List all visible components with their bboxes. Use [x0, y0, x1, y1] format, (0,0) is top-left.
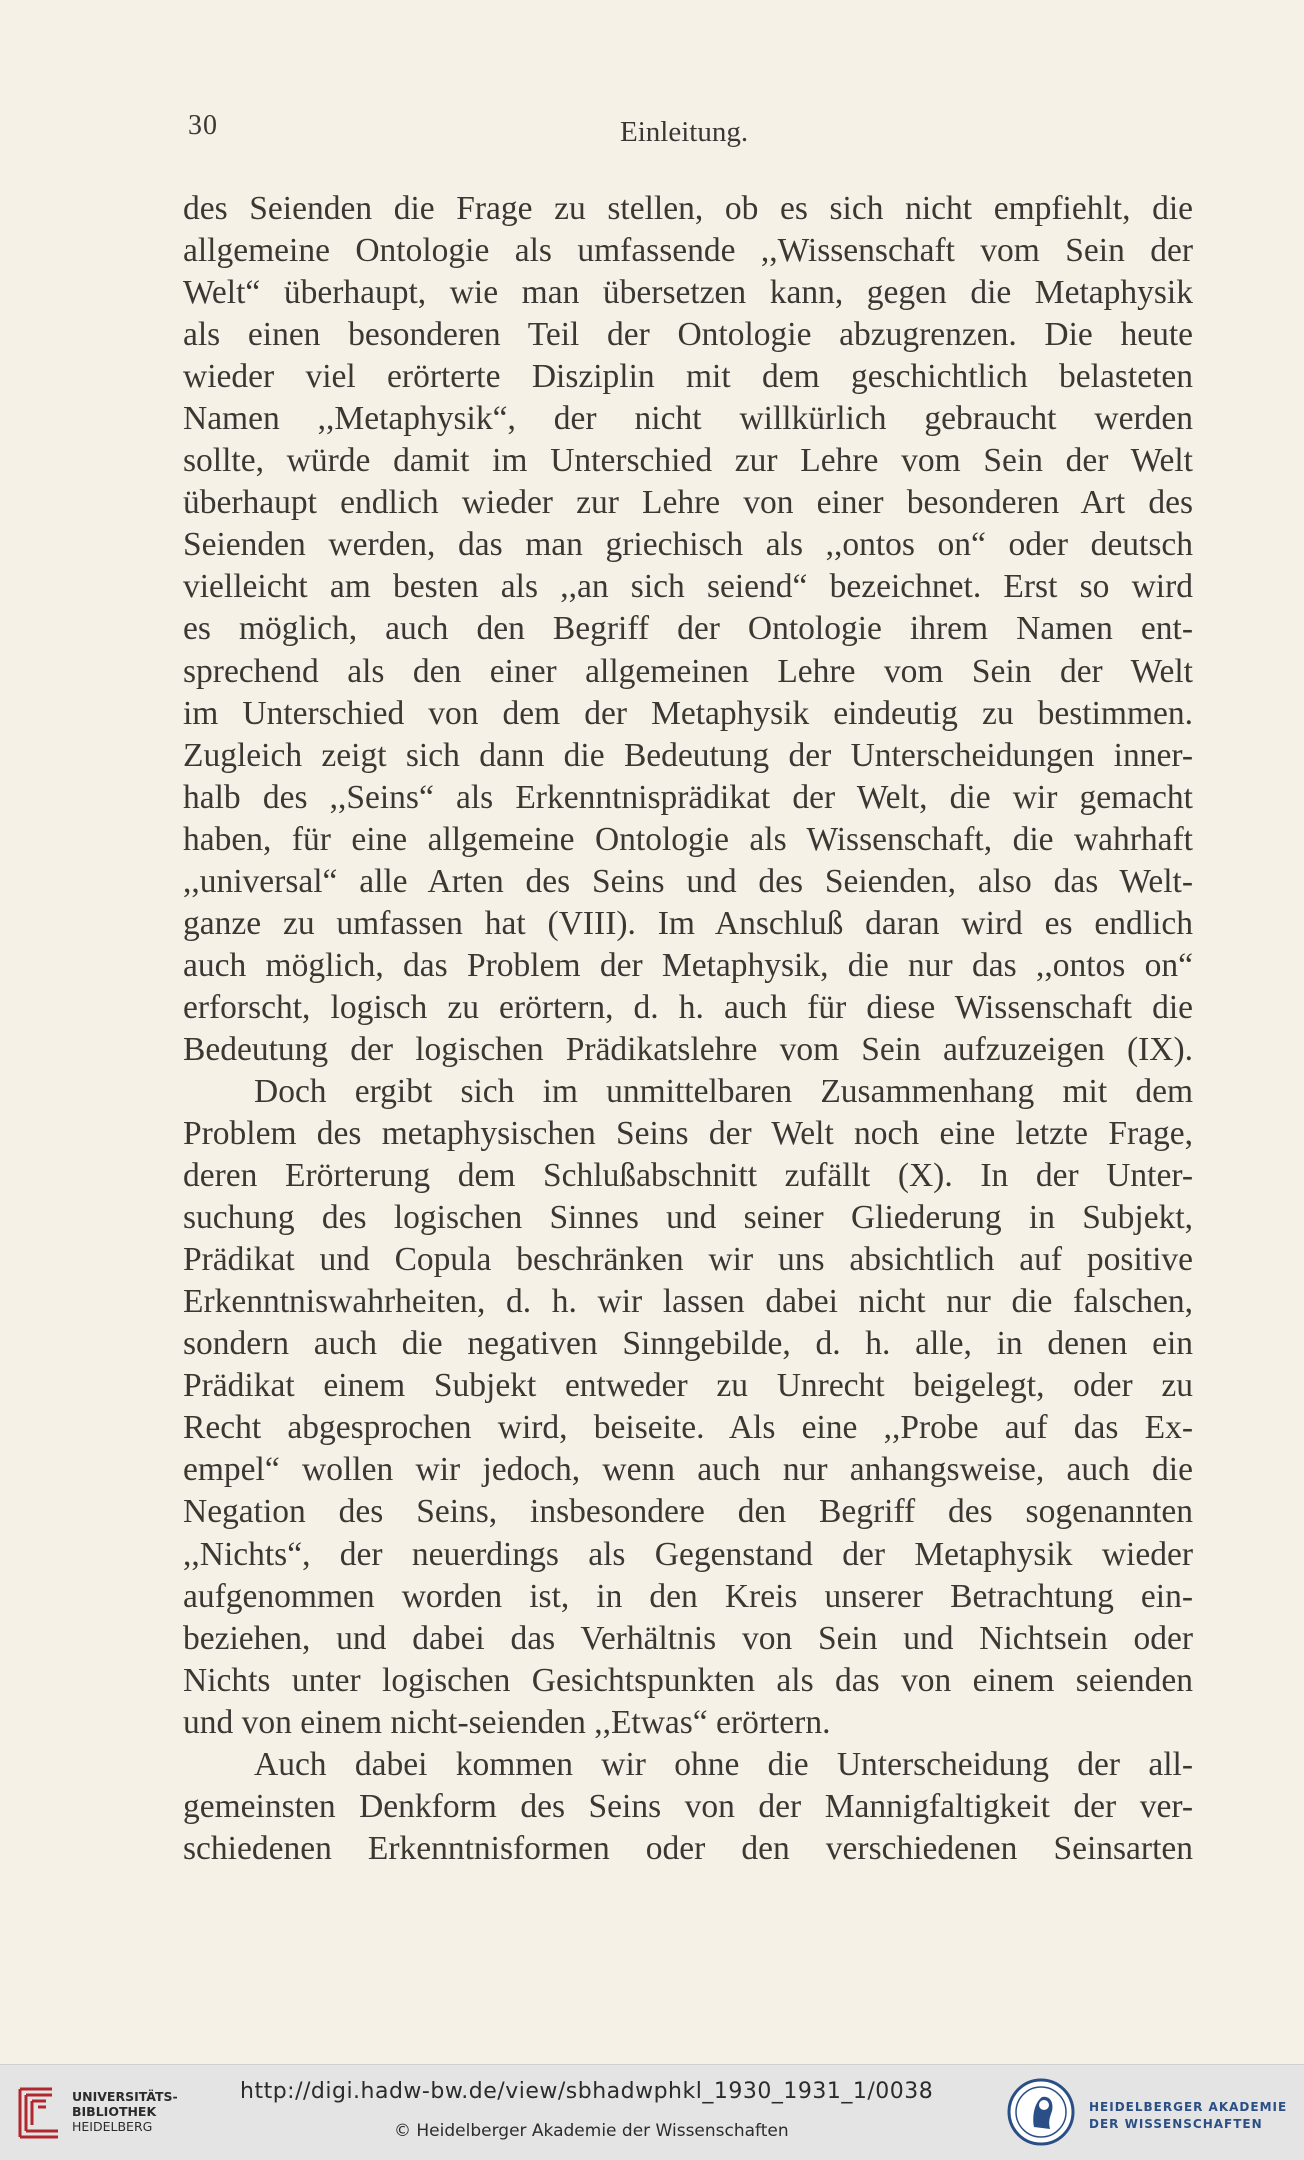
body-text — [183, 188, 1193, 1870]
text-line: aufgenommen worden ist, in den Kreis unserer Betrachtung ein- — [183, 1577, 1193, 1615]
text-line: deren Erörterung dem Schlußabschnitt zufällt (X). In der Unter- — [183, 1157, 1193, 1195]
text-line: Prädikat einem Subjekt entweder zu Unrecht beigelegt, oder zu — [183, 1367, 1193, 1405]
running-head: Einleitung. — [620, 116, 749, 148]
text-line: sondern auch die negativen Sinngebilde, d. h. alle, in denen ein — [183, 1325, 1193, 1363]
text-line: sprechend als den einer allgemeinen Lehre vom Sein der Welt — [183, 652, 1193, 690]
text-line: Problem des metaphysischen Seins der Welt noch eine letzte Frage, — [183, 1115, 1193, 1153]
digitization-footer — [0, 2064, 1304, 2160]
text-line: Nichts unter logischen Gesichtspunkten als das von einem seienden — [183, 1661, 1193, 1699]
text-line: als einen besonderen Teil der Ontologie abzugrenzen. Die heute — [183, 316, 1193, 354]
text-line: halb des ,,Seins“ als Erkenntnisprädikat der Welt, die wir gemacht — [183, 778, 1193, 816]
text-line: haben, für eine allgemeine Ontologie als Wissenschaft, die wahrhaft — [183, 820, 1193, 858]
text-line: Negation des Seins, insbesondere den Begriff des sogenannten — [183, 1493, 1193, 1531]
text-line: Seienden werden, das man griechisch als ,,ontos on“ oder deutsch — [183, 526, 1193, 564]
university-library-emblem-icon — [12, 2083, 66, 2143]
text-line: ,,universal“ alle Arten des Seins und des Seienden, also das Welt- — [183, 862, 1193, 900]
text-line: beziehen, und dabei das Verhältnis von Sein und Nichtsein oder — [183, 1619, 1193, 1657]
text-line: wieder viel erörterte Disziplin mit dem geschichtlich belasteten — [183, 358, 1193, 396]
text-line: des Seienden die Frage zu stellen, ob es sich nicht empfiehlt, die — [183, 190, 1193, 227]
text-line: Auch dabei kommen wir ohne die Unterscheidung der all- — [254, 1745, 1193, 1783]
academy-seal-icon — [1006, 2077, 1076, 2147]
text-line: Prädikat und Copula beschränken wir uns absichtlich auf positive — [183, 1241, 1193, 1279]
university-library-logo[interactable] — [12, 2079, 178, 2149]
text-line: es möglich, auch den Begriff der Ontologie ihrem Namen ent- — [183, 610, 1193, 648]
text-line: allgemeine Ontologie als umfassende ,,Wissenschaft vom Sein der — [183, 232, 1193, 270]
academy-name: HEIDELBERGER AKADEMIE DER WISSENSCHAFTEN — [1089, 2100, 1288, 2131]
text-line: ganze zu umfassen hat (VIII). Im Anschluß daran wird es endlich — [183, 904, 1193, 942]
text-line: schiedenen Erkenntnisformen oder den verschiedenen Seinsarten — [183, 1829, 1193, 1867]
text-line: ,,Nichts“, der neuerdings als Gegenstand der Metaphysik wieder — [183, 1535, 1193, 1573]
text-line: vielleicht am besten als ,,an sich seiend“ bezeichnet. Erst so wird — [183, 568, 1193, 606]
text-line: Doch ergibt sich im unmittelbaren Zusammenhang mit dem — [254, 1072, 1193, 1110]
text-line: Bedeutung der logischen Prädikatslehre vom Sein aufzuzeigen (IX). — [183, 1030, 1193, 1068]
text-line: Namen ,,Metaphysik“, der nicht willkürlich gebraucht werden — [183, 400, 1193, 438]
page-number: 30 — [188, 110, 218, 141]
text-line: gemeinsten Denkform des Seins von der Mannigfaltigkeit der ver- — [183, 1787, 1193, 1825]
text-line: empel“ wollen wir jedoch, wenn auch nur anhangsweise, auch die — [183, 1451, 1193, 1489]
text-line: überhaupt endlich wieder zur Lehre von einer besonderen Art des — [183, 484, 1193, 522]
text-line: erforscht, logisch zu erörtern, d. h. auch für diese Wissenschaft die — [183, 988, 1193, 1026]
text-line: Erkenntniswahrheiten, d. h. wir lassen dabei nicht nur die falschen, — [183, 1283, 1193, 1321]
text-line: im Unterschied von dem der Metaphysik eindeutig zu bestimmen. — [183, 694, 1193, 732]
text-line: und von einem nicht-seienden ,,Etwas“ erörtern. — [183, 1703, 831, 1741]
text-line: Welt“ überhaupt, wie man übersetzen kann, gegen die Metaphysik — [183, 274, 1193, 312]
copyright-notice: © Heidelberger Akademie der Wissenschaften — [394, 2121, 789, 2141]
university-library-name: UNIVERSITÄTS- BIBLIOTHEK HEIDELBERG — [72, 2089, 178, 2134]
text-line: auch möglich, das Problem der Metaphysik, die nur das ,,ontos on“ — [183, 946, 1193, 984]
academy-logo[interactable] — [1006, 2077, 1296, 2151]
text-line: sollte, würde damit im Unterschied zur Lehre vom Sein der Welt — [183, 442, 1193, 480]
text-line: suchung des logischen Sinnes und seiner Gliederung in Subjekt, — [183, 1199, 1193, 1237]
text-line: Zugleich zeigt sich dann die Bedeutung der Unterscheidungen inner- — [183, 736, 1193, 774]
text-line: Recht abgesprochen wird, beiseite. Als eine ,,Probe auf das Ex- — [183, 1409, 1193, 1447]
source-url-link[interactable]: http://digi.hadw-bw.de/view/sbhadwphkl_1930_1931_1/0038 — [240, 2079, 934, 2104]
